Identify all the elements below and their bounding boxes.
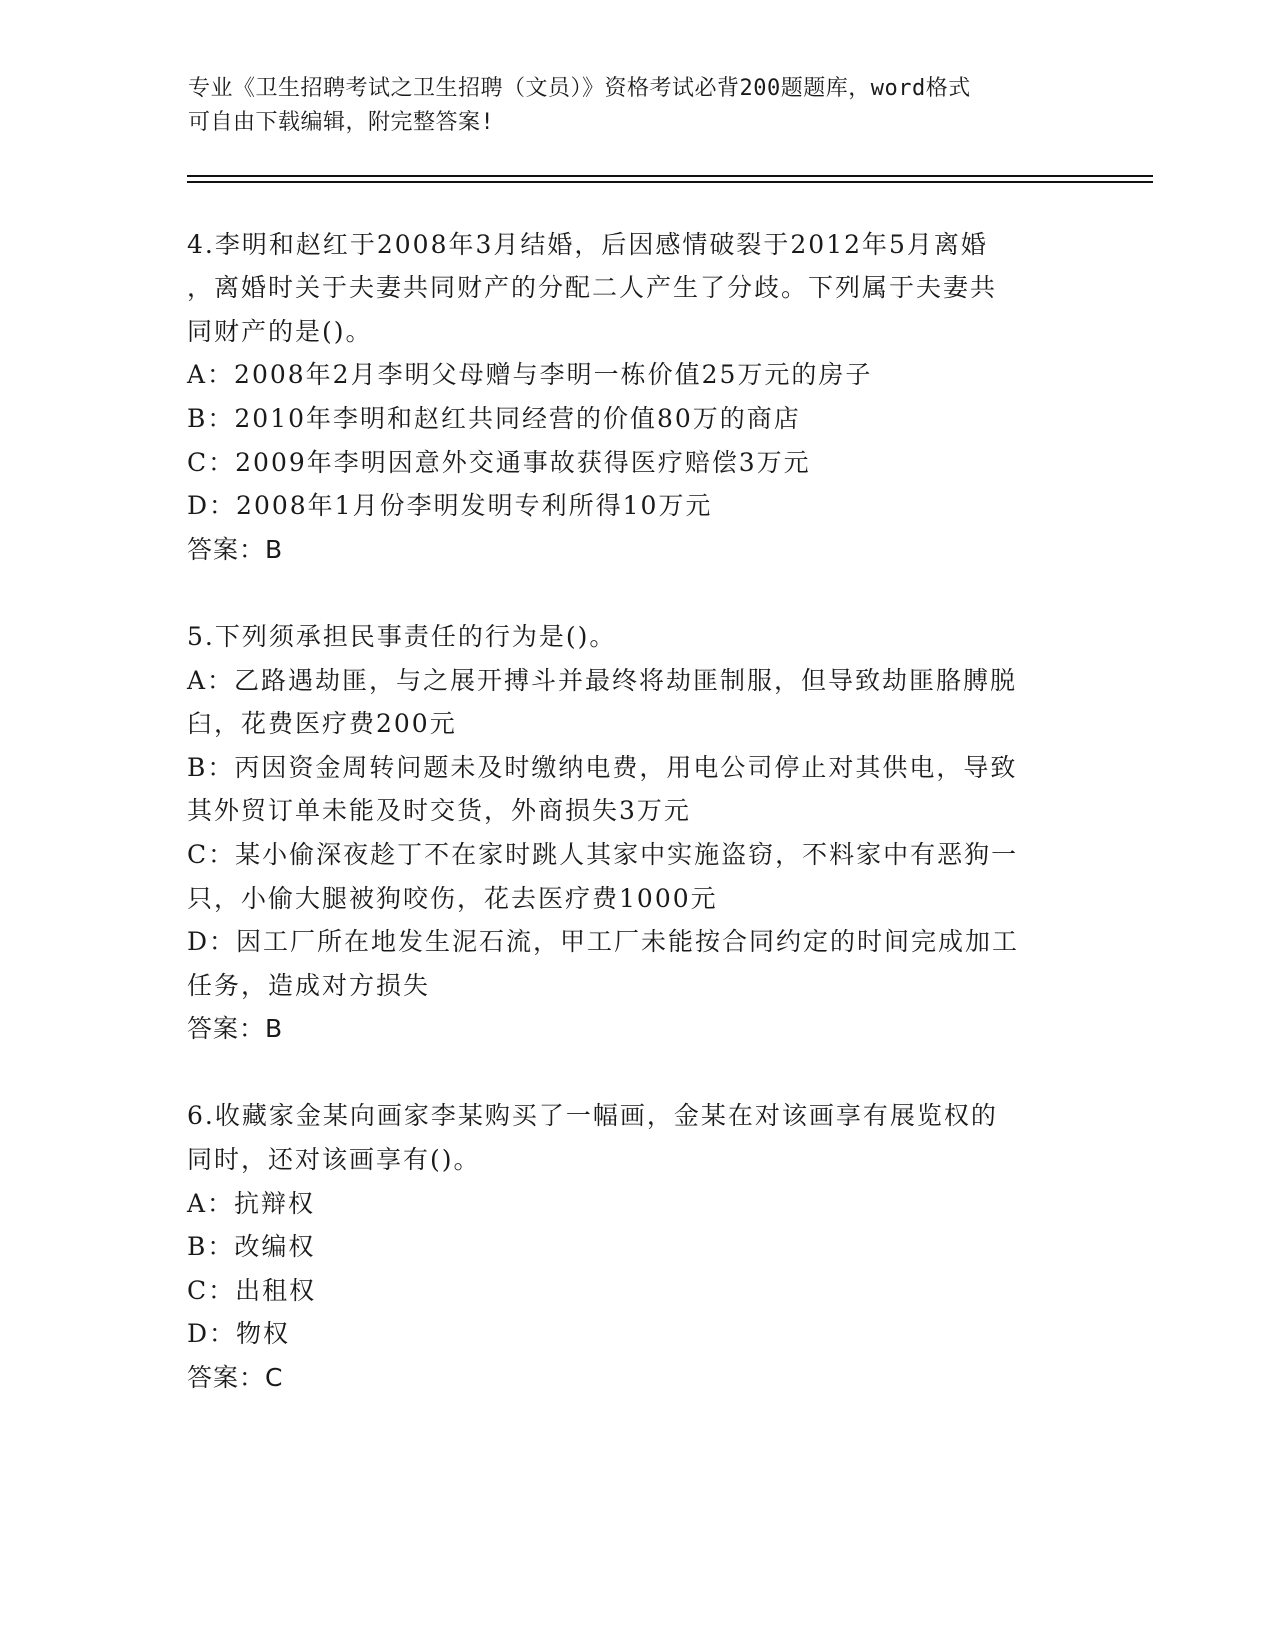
- question-4-option-c: C：2009年李明因意外交通事故获得医疗赔偿3万元: [187, 448, 811, 477]
- question-6-option-c: C：出租权: [187, 1276, 317, 1305]
- question-5-option-b-line-1: B：丙因资金周转问题未及时缴纳电费，用电公司停止对其供电，导致: [187, 753, 1018, 782]
- question-5-option-a-line-2: 臼，花费医疗费200元: [187, 709, 457, 738]
- question-6-option-a: A：抗辩权: [187, 1189, 316, 1218]
- header-divider-top: [187, 175, 1153, 177]
- question-4-stem-line-1: 4.李明和赵红于2008年3月结婚，后因感情破裂于2012年5月离婚: [187, 230, 988, 259]
- question-5-option-d-line-1: D：因工厂所在地发生泥石流，甲工厂未能按合同约定的时间完成加工: [187, 927, 1020, 956]
- question-5-option-c-line-1: C：某小偷深夜趁丁不在家时跳人其家中实施盗窃，不料家中有恶狗一: [187, 840, 1019, 869]
- question-4-answer: 答案：B: [187, 535, 284, 564]
- question-4-option-b: B：2010年李明和赵红共同经营的价值80万的商店: [187, 404, 801, 433]
- question-4-stem-line-3: 同财产的是()。: [187, 317, 373, 346]
- question-6-answer: 答案：C: [187, 1363, 284, 1392]
- question-4-option-d: D：2008年1月份李明发明专利所得10万元: [187, 491, 713, 520]
- header-title-line-2: 可自由下载编辑，附完整答案!: [188, 110, 495, 135]
- question-5-option-d-line-2: 任务，造成对方损失: [187, 971, 431, 1000]
- question-4-stem-line-2: ，离婚时关于夫妻共同财产的分配二人产生了分歧。下列属于夫妻共: [187, 273, 998, 302]
- question-5-stem-line-1: 5.下列须承担民事责任的行为是()。: [187, 622, 617, 651]
- question-5-option-b-line-2: 其外贸订单未能及时交货，外商损失3万元: [187, 796, 691, 825]
- question-6-option-b: B：改编权: [187, 1232, 316, 1261]
- document-header: [188, 72, 1088, 140]
- question-5-answer: 答案：B: [187, 1014, 284, 1043]
- question-5-option-a-line-1: A：乙路遇劫匪，与之展开搏斗并最终将劫匪制服，但导致劫匪胳膊脱: [187, 666, 1018, 695]
- question-5-option-c-line-2: 只，小偷大腿被狗咬伤，花去医疗费1000元: [187, 884, 718, 913]
- header-divider-bottom: [187, 181, 1153, 183]
- question-4-option-a: A：2008年2月李明父母赠与李明一栋价值25万元的房子: [187, 360, 873, 389]
- question-6-stem-line-1: 6.收藏家金某向画家李某购买了一幅画，金某在对该画享有展览权的: [187, 1101, 998, 1130]
- header-title-line-1: 专业《卫生招聘考试之卫生招聘（文员）》资格考试必背200题题库，word格式: [188, 76, 971, 101]
- question-6-option-d: D：物权: [187, 1319, 291, 1348]
- question-6-stem-line-2: 同时，还对该画享有()。: [187, 1145, 481, 1174]
